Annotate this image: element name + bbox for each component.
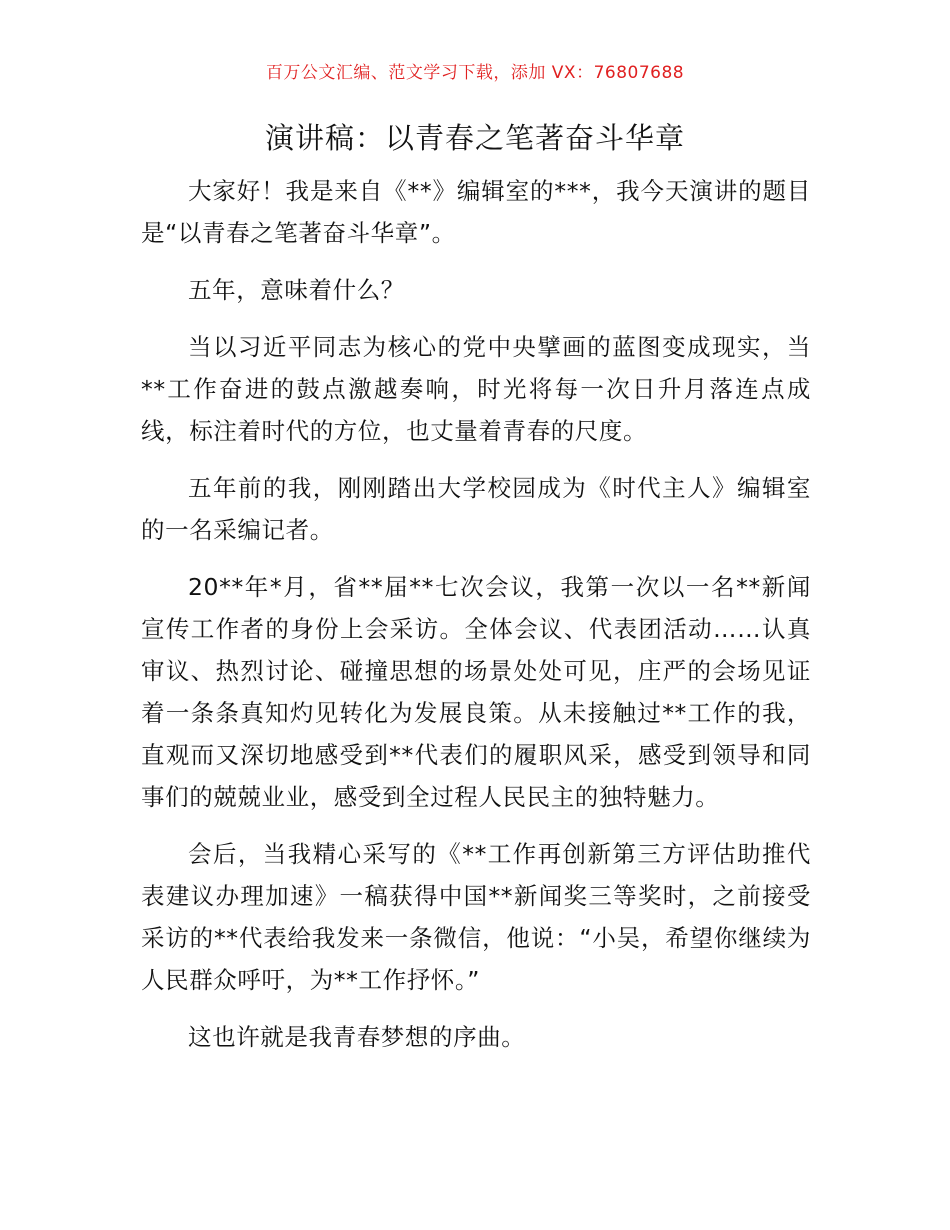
paragraph: 五年，意味着什么？ [188, 276, 405, 304]
header-note: 百万公文汇编、范文学习下载，添加 VX：76807688 [265, 63, 685, 83]
paragraph: 这也许就是我青春梦想的序曲。 [188, 1023, 526, 1051]
paragraph: 20**年*月，省**届**七次会议，我第一次以一名**新闻宣传工作者的身份上会采访。全体会议、代表团活动……认真审议、热烈讨论、碰撞思想的场景处处可见，庄严的会场见证着一条条真知灼见转化为发展良策。从未接触过**工作的我，直观而又深切地感受到**代表们的履职风采，感受到领导和同事们的兢兢业业，感受到全过程人民民主的独特魅力。 [141, 573, 811, 811]
paragraph: 会后，当我精心采写的《**工作再创新第三方评估助推代表建议办理加速》一稿获得中国**新闻奖三等奖时，之前接受采访的**代表给我发来一条微信，他说：“小吴，希望你继续为人民群众呼吁，为**工作抒怀。” [141, 840, 811, 994]
document-title: 演讲稿：以青春之笔著奋斗华章 [264, 121, 685, 155]
paragraph: 当以习近平同志为核心的党中央擘画的蓝图变成现实，当**工作奋进的鼓点激越奏响，时光将每一次日升月落连点成线，标注着时代的方位，也丈量着青春的尺度。 [141, 333, 811, 445]
paragraph: 大家好！我是来自《**》编辑室的***，我今天演讲的题目是“以青春之笔著奋斗华章”。 [141, 177, 811, 247]
document-body [141, 170, 811, 1073]
paragraph: 五年前的我，刚刚踏出大学校园成为《时代主人》编辑室的一名采编记者。 [141, 474, 811, 544]
